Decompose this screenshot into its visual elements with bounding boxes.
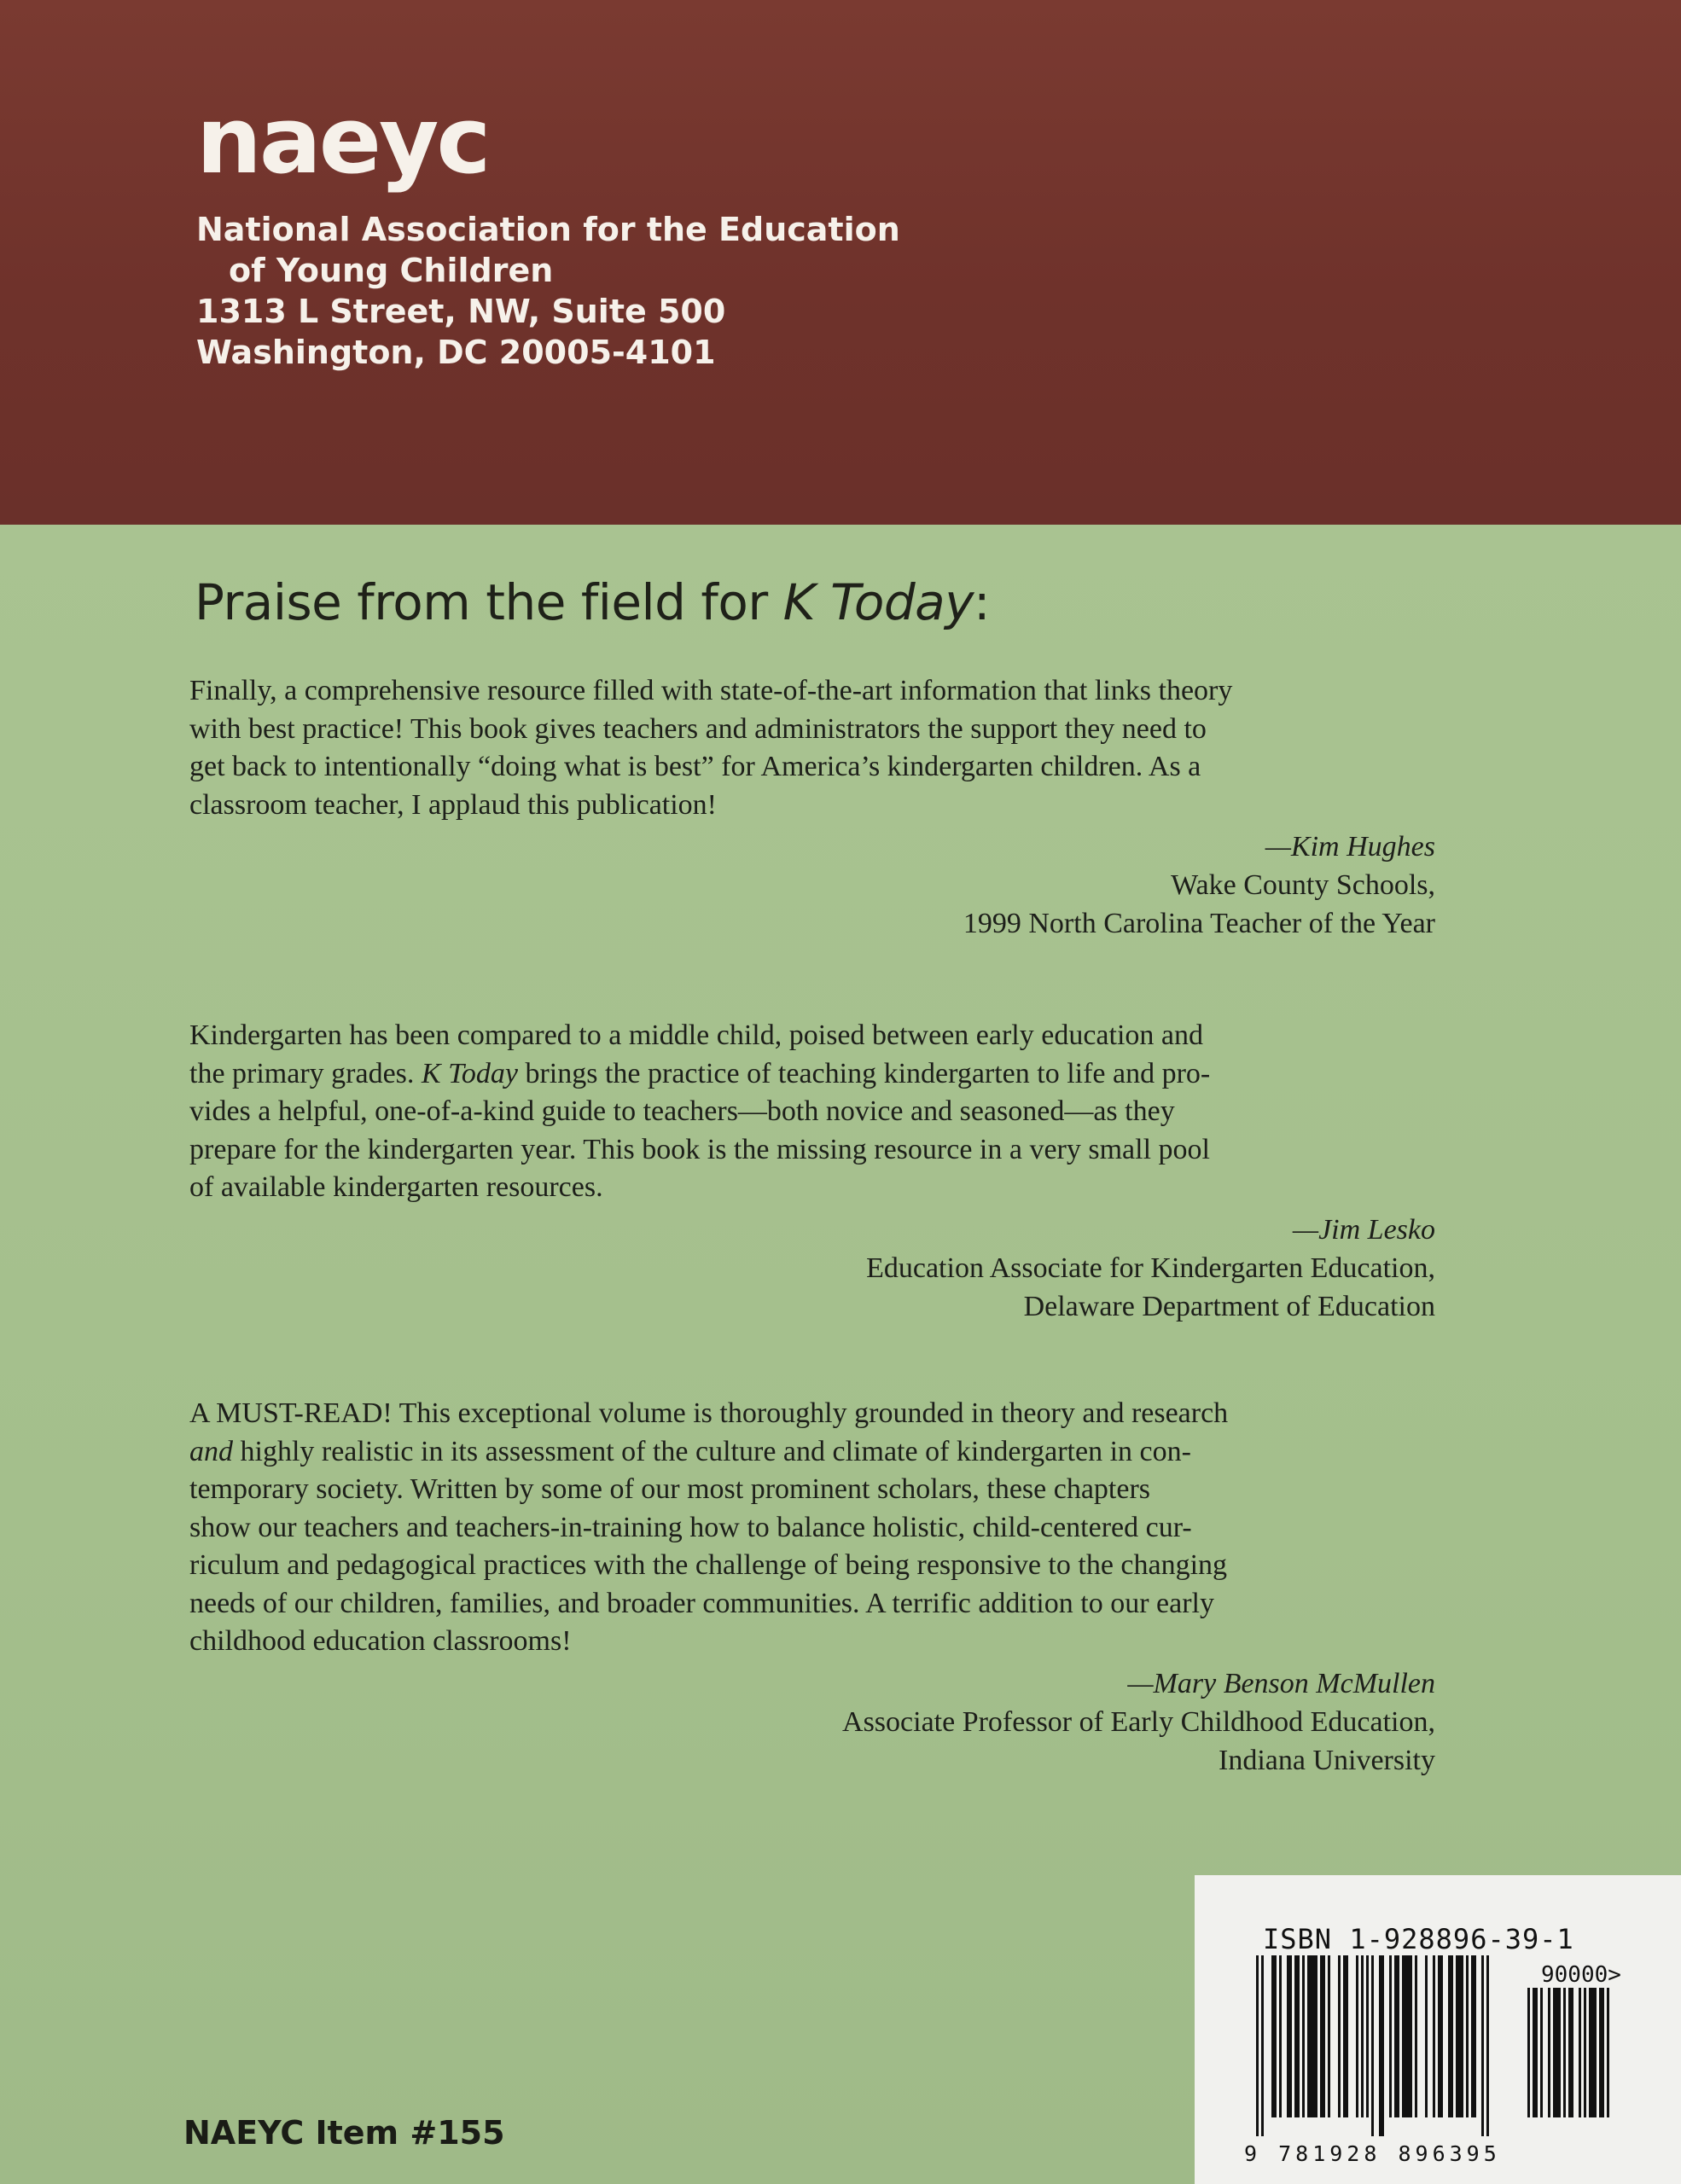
item-number: NAEYC Item #155 <box>183 2114 505 2152</box>
attribution <box>189 1664 1435 1780</box>
quote-line: show our teachers and teachers-in-training how to balance holistic, child-centered cur- <box>189 1511 1192 1543</box>
barcode-bar <box>1448 1955 1453 2117</box>
barcode-bar <box>1371 1955 1374 2136</box>
book-title: K Today <box>421 1057 518 1089</box>
barcode-bar <box>1307 1955 1317 2117</box>
header-band <box>0 0 1681 525</box>
barcode-bar <box>1425 1955 1428 2117</box>
isbn-label: ISBN 1-928896-39-1 <box>1263 1923 1574 1955</box>
author-affiliation: Education Associate for Kindergarten Education, <box>866 1252 1435 1284</box>
barcode-panel <box>1195 1875 1681 2184</box>
attribution <box>189 828 1435 943</box>
addon-barcode <box>1527 1988 1649 2136</box>
barcode-bar <box>1471 1955 1476 2117</box>
barcode-bar <box>1302 1955 1305 2117</box>
barcode-bar <box>1320 1955 1325 2117</box>
praise-heading-text: Praise from the field for <box>195 573 783 631</box>
barcode-bar <box>1481 1955 1484 2136</box>
org-name-line-1: National Association for the Education <box>196 211 900 248</box>
barcode-bar <box>1438 1955 1443 2117</box>
barcode-bar <box>1584 1988 1586 2117</box>
quote-line: get back to intentionally “doing what is best” for America’s kindergarten children. As a <box>189 751 1201 782</box>
barcode-bar <box>1466 1955 1469 2117</box>
quote-line: with best practice! This book gives teachers and administrators the support they need to <box>189 712 1207 745</box>
author-name: —Jim Lesko <box>1292 1213 1435 1246</box>
author-affiliation: Indiana University <box>1219 1744 1435 1776</box>
barcode-bar <box>1599 1988 1604 2117</box>
barcode-bar <box>1338 1955 1341 2117</box>
quote-line: temporary society. Written by some of our most prominent scholars, these chapters <box>189 1473 1151 1505</box>
barcode-bar <box>1540 1988 1543 2117</box>
barcode-bar <box>1433 1955 1435 2117</box>
quote-text <box>189 1017 1435 1207</box>
barcode-bar <box>1256 1955 1259 2136</box>
quote-fragment: the primary grades. <box>189 1057 422 1089</box>
quote-line: of available kindergarten resources. <box>189 1171 603 1203</box>
barcode-bar <box>1548 1988 1550 2117</box>
barcode-bar <box>1553 1988 1561 2117</box>
quote-line: A MUST-READ! This exceptional volume is thoroughly grounded in theory and research <box>189 1397 1229 1429</box>
quote-fragment: highly realistic in its assessment of the culture and climate of kindergarten in con- <box>233 1435 1191 1467</box>
barcode-bar <box>1379 1955 1384 2136</box>
quote-line: prepare for the kindergarten year. This book is the missing resource in a very small pool <box>189 1133 1210 1165</box>
barcode-bar <box>1589 1988 1597 2117</box>
barcode-bar <box>1533 1988 1538 2117</box>
praise-heading-colon: : <box>974 573 991 631</box>
author-name: —Kim Hughes <box>1265 831 1435 863</box>
barcode-bar <box>1328 1955 1330 2117</box>
barcode-bar <box>1343 1955 1348 2117</box>
address-street: 1313 L Street, NW, Suite 500 <box>196 293 726 330</box>
quote-line: childhood education classrooms! <box>189 1625 572 1657</box>
barcode-bar <box>1456 1955 1463 2117</box>
author-name: —Mary Benson McMullen <box>1127 1667 1435 1699</box>
barcode-bar <box>1287 1955 1292 2117</box>
author-title: Associate Professor of Early Childhood Education, <box>842 1705 1435 1738</box>
quote-line: needs of our children, families, and broader communities. A terrific addition to our early <box>189 1587 1214 1619</box>
quote-fragment: brings the practice of teaching kindergarten to life and pro- <box>517 1057 1211 1089</box>
barcode-bar <box>1389 1955 1392 2117</box>
barcode-bar <box>1527 1988 1530 2117</box>
barcode-bar <box>1294 1955 1300 2117</box>
naeyc-logo: naeyc <box>196 88 489 195</box>
quote-text <box>189 672 1435 824</box>
organization-name <box>196 213 900 287</box>
author-organization: Delaware Department of Education <box>1023 1290 1435 1322</box>
barcode-bar <box>1394 1955 1399 2117</box>
barcode-bar <box>1579 1988 1581 2117</box>
price-code: 90000> <box>1541 1962 1621 1988</box>
isbn-barcode <box>1256 1955 1509 2136</box>
quote-line <box>189 1433 1435 1472</box>
author-affiliation: Wake County Schools, <box>1171 869 1435 901</box>
barcode-bar <box>1271 1955 1277 2117</box>
barcode-bar <box>1486 1955 1489 2136</box>
quote-line: vides a helpful, one-of-a-kind guide to teachers—both novice and seasoned—as they <box>189 1095 1175 1127</box>
testimonial-mary-benson-mcmullen <box>189 1395 1435 1780</box>
attribution <box>189 1211 1435 1326</box>
barcode-bar <box>1279 1955 1282 2117</box>
quote-line: Finally, a comprehensive resource filled with state-of-the-art information that links theory <box>189 675 1233 706</box>
barcode-bar <box>1366 1955 1369 2117</box>
barcode-bar <box>1607 1988 1609 2117</box>
quote-text <box>189 1395 1435 1661</box>
testimonial-kim-hughes <box>189 672 1435 943</box>
testimonial-jim-lesko <box>189 1017 1435 1326</box>
emphasis-word: and <box>189 1435 233 1467</box>
barcode-bar <box>1356 1955 1358 2117</box>
quote-line: classroom teacher, I applaud this publication! <box>189 788 717 821</box>
praise-heading <box>195 573 990 631</box>
quote-line <box>189 1055 1435 1094</box>
barcode-bar <box>1563 1988 1566 2117</box>
address-city: Washington, DC 20005-4101 <box>196 334 716 371</box>
quote-line: riculum and pedagogical practices with the challenge of being responsive to the changing <box>189 1549 1228 1581</box>
barcode-bar <box>1361 1955 1364 2117</box>
barcode-bar <box>1568 1988 1573 2117</box>
quote-line: Kindergarten has been compared to a middle child, poised between early education and <box>189 1019 1203 1051</box>
org-name-line-2: of Young Children <box>229 252 554 289</box>
barcode-bar <box>1261 1955 1264 2136</box>
book-title: K Today <box>782 573 974 631</box>
author-title: 1999 North Carolina Teacher of the Year <box>963 908 1435 939</box>
barcode-bar <box>1402 1955 1412 2117</box>
barcode-bar <box>1415 1955 1417 2117</box>
barcode-digits: 9 781928 896395 <box>1244 2141 1501 2166</box>
